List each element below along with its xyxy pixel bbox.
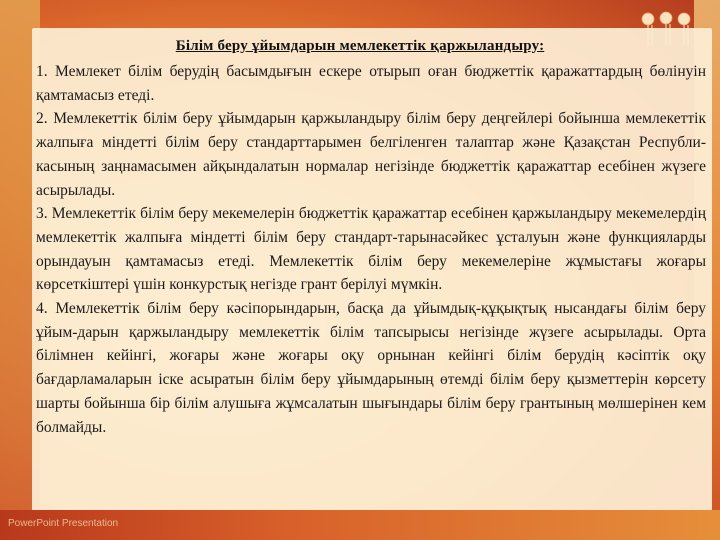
document-title: Білім беру ұйымдарын мемлекеттік қаржыландыру: bbox=[175, 38, 545, 54]
paragraph-2: 2. Мемлекеттік білім беру ұйымдарын қаржыландыру білім беру деңгейлері бойынша мемлекеттік жалпыға міндетті білім беру стандарттарымен белгіленген талаптар және Қазақстан Республи-касының заңнамасымен айқындалатын нормалар негізінде бюджеттік қаражаттар есебінен жүзеге асырылады. bbox=[36, 110, 706, 199]
paragraph-1: 1. Мемлекет білім берудің басымдығын ескере отырып оған бюджеттік қаражаттардың бөлінуін қамтамасыз етеді. bbox=[36, 63, 706, 104]
paragraph-4: 4. Мемлекеттік білім беру кәсіпорындарын, басқа да ұйымдық-құқықтық нысандағы білім беру ұйым-дарын қаржыландыру мемлекеттік білім тапсырысы негізінде жүзеге асырылады. Орта білімнен кейінгі, жоғары және жоғары оқу орнынан кейінгі білім берудің кәсіптік оқу бағдарламаларын іске асыратын білім беру ұйымдарының өтемді білім беру қызметтерін көрсету шарты бойынша бір білім алушыға жұмсалатын шығындары білім беру грантының мөлшерінен кем болмайды. bbox=[36, 300, 706, 436]
footer-bar bbox=[0, 510, 720, 540]
document-body bbox=[36, 60, 706, 439]
paragraph-3: 3. Мемлекеттік білім беру мекемелерін бюджеттік қаражаттар есебінен қаржыландыру мекемелердің мемлекеттік жалпыға міндетті білім беру стандарт-тарынасәйкес ұсталуын және функцияларды орындауын қамтамасыз етеді. Мемлекеттік білім беру мекемелеріне жұмыстағы жоғары көрсеткіштері үшін конкурстық негізде грант берілуі мүмкін. bbox=[36, 205, 706, 294]
footer-watermark: PowerPoint Presentation bbox=[8, 518, 119, 529]
